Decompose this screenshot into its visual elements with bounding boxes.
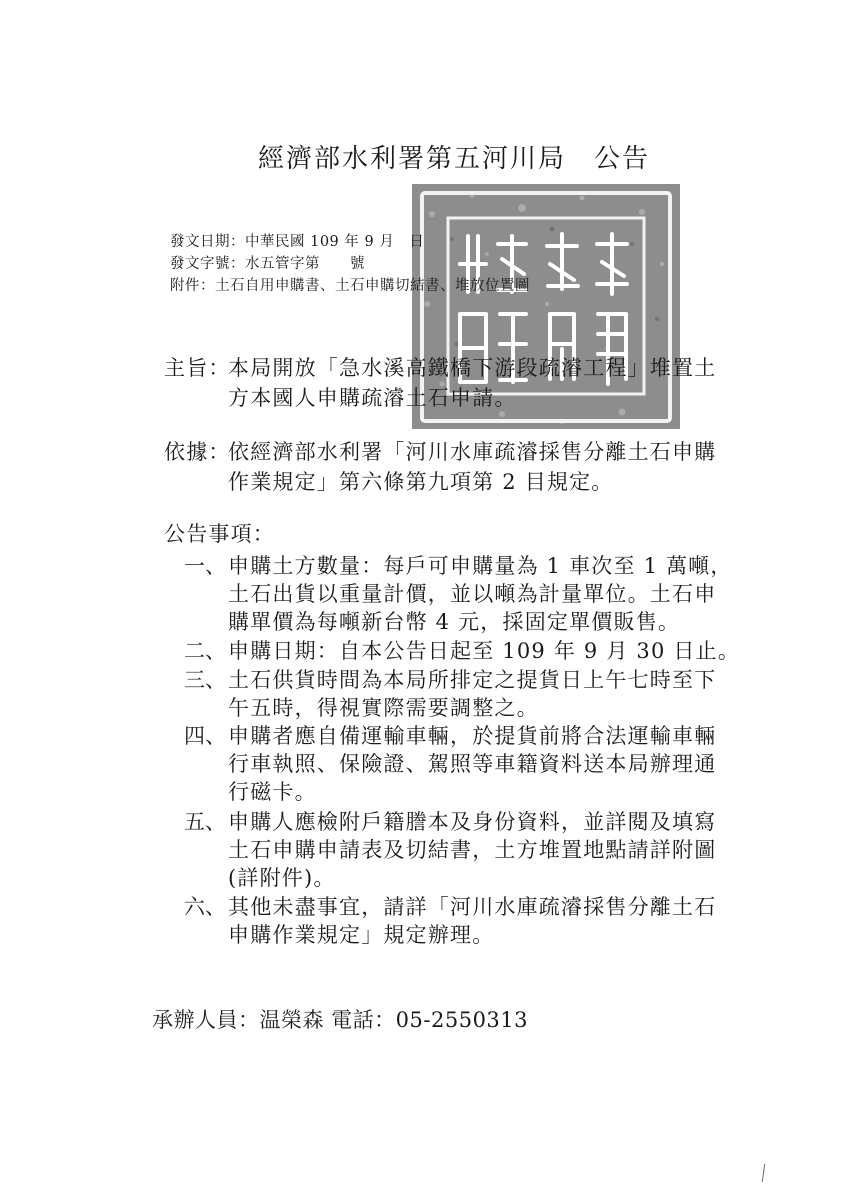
notice-item-number: 二、: [184, 639, 226, 663]
notice-label: 公告事項：: [164, 522, 275, 546]
notice-item-line: 申購人應檢附戶籍謄本及身份資料，並詳閱及填寫: [228, 810, 717, 834]
notice-item-line: 行磁卡。: [228, 780, 317, 804]
notice-item-line: 土石申購申請表及切結書，土方堆置地點請詳附圖: [228, 838, 717, 862]
notice-item-number: 三、: [184, 668, 226, 692]
notice-item-line: 申購日期：自本公告日起至 109 年 9 月 30 日止。: [228, 639, 741, 663]
notice-item-line: 土石出貨以重量計價，並以噸為計量單位。土石申: [228, 582, 717, 606]
notice-item-line: 其他未盡事宜，請詳「河川水庫疏濬採售分離土石: [228, 895, 717, 919]
document-number: 發文字號：水五管字第 號: [170, 256, 365, 272]
notice-item-number: 六、: [184, 895, 226, 919]
notice-item-line: 土石供貨時間為本局所排定之提貨日上午七時至下: [228, 668, 717, 692]
subject-line: 方本國人申購疏濬土石申請。: [228, 386, 517, 410]
basis-line: 作業規定」第六條第九項第 2 目規定。: [228, 470, 614, 494]
notice-item-number: 四、: [184, 724, 226, 748]
notice-item-line: 購單價為每噸新台幣 4 元，採固定單價販售。: [228, 610, 681, 634]
basis-line: 依經濟部水利署「河川水庫疏濬採售分離土石申購: [228, 440, 717, 464]
page-title: 經濟部水利署第五河川局 公告: [258, 144, 651, 174]
notice-item-number: 五、: [184, 810, 226, 834]
subject-line: 本局開放「急水溪高鐵橋下游段疏濬工程」堆置土: [228, 356, 717, 380]
basis-label: 依據：: [164, 440, 231, 464]
notice-item-line: 申購土方數量：每戶可申購量為 1 車次至 1 萬噸，: [228, 554, 733, 578]
attachments: 附件：土石自用申購書、土石申購切結書、堆放位置圖: [170, 278, 530, 294]
notice-item-line: (詳附件)。: [228, 866, 336, 890]
scan-mark: [762, 1164, 769, 1182]
notice-item-line: 申購者應自備運輸車輛，於提貨前將合法運輸車輛: [228, 724, 717, 748]
notice-item-line: 行車執照、保險證、駕照等車籍資料送本局辦理通: [228, 752, 717, 776]
notice-item-line: 午五時，得視實際需要調整之。: [228, 696, 539, 720]
notice-item-number: 一、: [184, 554, 226, 578]
contact-info: 承辦人員：温榮森 電話：05-2550313: [152, 1008, 529, 1032]
notice-item-line: 申購作業規定」規定辦理。: [228, 923, 495, 947]
subject-label: 主旨：: [164, 356, 231, 380]
issue-date: 發文日期：中華民國 109 年 9 月 日: [170, 234, 425, 250]
